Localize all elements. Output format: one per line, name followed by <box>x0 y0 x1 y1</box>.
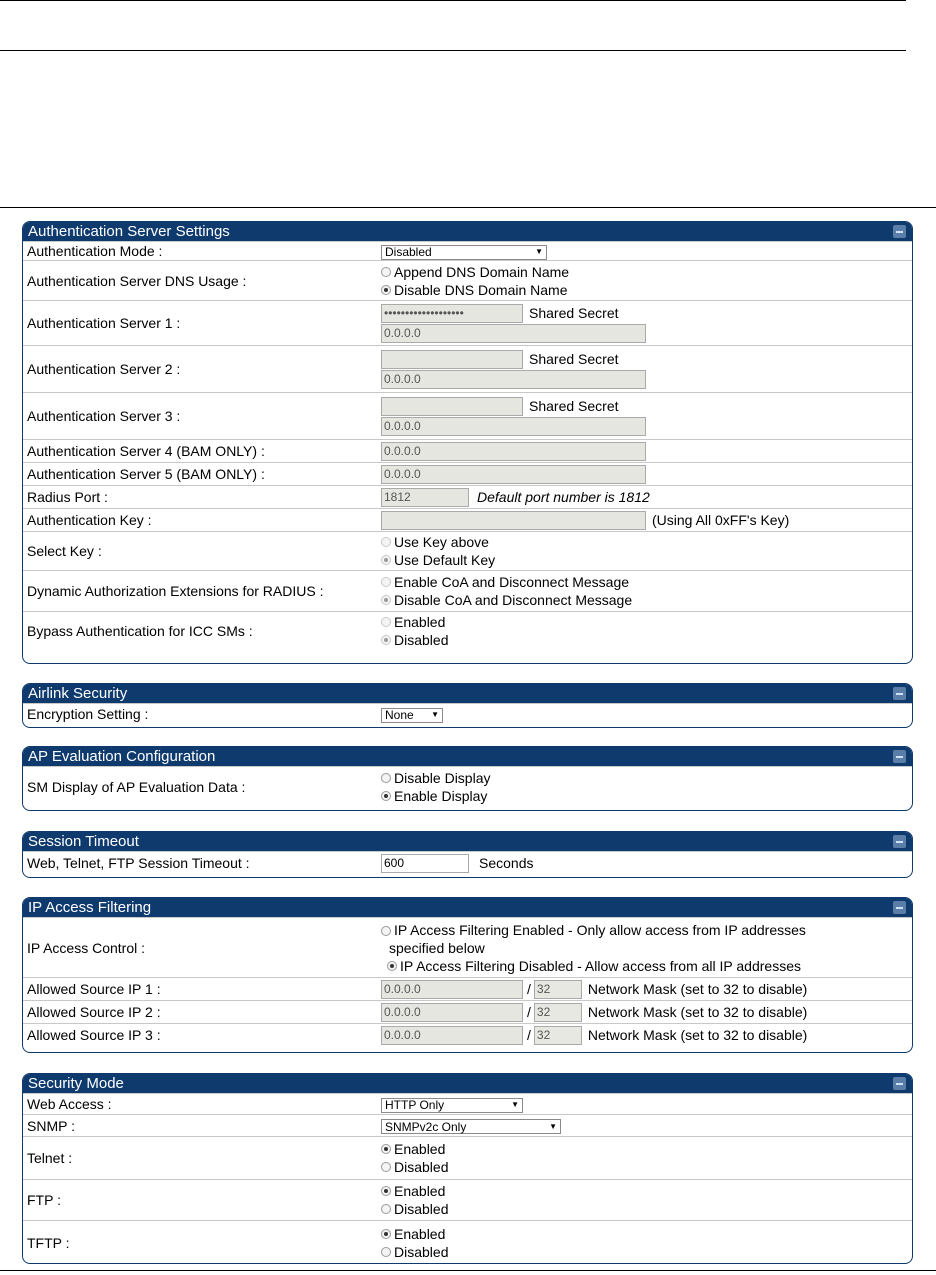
web-access-value: HTTP Only <box>385 1098 445 1112</box>
source-ip3-label: Allowed Source IP 3 : <box>27 1027 161 1043</box>
disable-coa-label: Disable CoA and Disconnect Message <box>394 592 633 608</box>
server3-row <box>23 392 912 439</box>
dyn-auth-row <box>23 570 912 611</box>
ip-filter-disabled-radio[interactable] <box>387 961 397 971</box>
server3-secret-input[interactable] <box>381 397 523 416</box>
chevron-down-icon: ▼ <box>511 1100 519 1109</box>
auth-server-panel <box>22 221 913 664</box>
web-access-label: Web Access : <box>27 1096 112 1112</box>
dns-usage-label: Authentication Server DNS Usage : <box>27 272 247 289</box>
source-ip2-note: Network Mask (set to 32 to disable) <box>587 1004 808 1020</box>
ip-filter-enabled-option <box>381 921 859 957</box>
server2-secret-label: Shared Secret <box>529 351 619 367</box>
session-timeout-title: Session Timeout <box>28 833 139 850</box>
bypass-disabled-label: Disabled <box>394 632 449 648</box>
collapse-icon[interactable] <box>893 1077 906 1090</box>
source-ip1-note: Network Mask (set to 32 to disable) <box>587 981 808 997</box>
encryption-label: Encryption Setting : <box>27 706 149 722</box>
ftp-disabled-label: Disabled <box>394 1201 449 1217</box>
telnet-disabled-radio[interactable] <box>381 1162 391 1172</box>
collapse-icon[interactable] <box>893 225 906 238</box>
tftp-row <box>23 1220 912 1264</box>
server1-ip-input[interactable]: 0.0.0.0 <box>381 324 646 343</box>
ip-filter-title: IP Access Filtering <box>28 899 152 916</box>
auth-key-input[interactable] <box>381 511 646 530</box>
dns-append-label: Append DNS Domain Name <box>394 263 570 280</box>
radius-port-row <box>23 485 912 508</box>
source-ip2-slash: / <box>527 1004 531 1020</box>
encryption-row <box>23 703 912 724</box>
source-ip2-input[interactable]: 0.0.0.0 <box>381 1003 523 1022</box>
airlink-title: Airlink Security <box>28 685 128 702</box>
web-access-row <box>23 1093 912 1114</box>
tftp-disabled-label: Disabled <box>394 1244 449 1260</box>
collapse-icon[interactable] <box>893 750 906 763</box>
security-mode-header <box>23 1074 912 1093</box>
ip-filter-disabled-label: IP Access Filtering Disabled - Allow access from all IP addresses <box>400 957 801 974</box>
source-ip3-mask[interactable]: 32 <box>534 1026 582 1045</box>
source-ip3-note: Network Mask (set to 32 to disable) <box>587 1027 808 1043</box>
session-timeout-unit: Seconds <box>479 855 534 871</box>
dns-append-radio[interactable] <box>381 267 391 277</box>
top-rule <box>0 0 906 1</box>
telnet-enabled-radio[interactable] <box>381 1144 391 1154</box>
use-key-above-label: Use Key above <box>394 534 489 550</box>
ip-control-row <box>23 917 912 977</box>
auth-mode-row <box>23 241 912 260</box>
source-ip2-label: Allowed Source IP 2 : <box>27 1004 161 1020</box>
use-default-key-label: Use Default Key <box>394 552 496 568</box>
use-key-above-radio[interactable] <box>381 537 391 547</box>
server2-label: Authentication Server 2 : <box>27 361 181 377</box>
session-timeout-header <box>23 832 912 851</box>
session-timeout-label: Web, Telnet, FTP Session Timeout : <box>27 855 250 871</box>
bypass-disabled-radio[interactable] <box>381 635 391 645</box>
source-ip2-row <box>23 1000 912 1023</box>
ftp-enabled-label: Enabled <box>394 1183 446 1199</box>
snmp-row <box>23 1114 912 1136</box>
content-top-rule <box>0 207 936 208</box>
bypass-label: Bypass Authentication for ICC SMs : <box>27 623 253 639</box>
source-ip1-input[interactable]: 0.0.0.0 <box>381 980 523 999</box>
session-timeout-input[interactable]: 600 <box>381 854 469 873</box>
source-ip1-slash: / <box>527 981 531 997</box>
collapse-icon[interactable] <box>893 901 906 914</box>
ip-filter-enabled-radio[interactable] <box>381 926 391 936</box>
ip-filter-enabled-label: IP Access Filtering Enabled - Only allow access from IP addresses specified below <box>389 921 806 956</box>
enable-coa-radio[interactable] <box>381 577 391 587</box>
server1-secret-label: Shared Secret <box>529 305 619 321</box>
server5-row <box>23 462 912 485</box>
dyn-auth-label: Dynamic Authorization Extensions for RADIUS : <box>27 583 324 599</box>
session-timeout-row <box>23 851 912 874</box>
radius-port-note: Default port number is 1812 <box>477 489 650 505</box>
server4-label: Authentication Server 4 (BAM ONLY) : <box>27 443 265 459</box>
auth-key-note: (Using All 0xFF's Key) <box>652 512 790 528</box>
snmp-select[interactable] <box>381 1119 561 1134</box>
ap-eval-row <box>23 766 912 807</box>
dns-disable-radio[interactable] <box>381 285 391 295</box>
telnet-label: Telnet : <box>27 1150 73 1166</box>
auth-key-row <box>23 508 912 531</box>
ip-control-label: IP Access Control : <box>27 939 146 956</box>
ftp-label: FTP : <box>27 1192 61 1208</box>
bottom-rule <box>0 1270 936 1271</box>
bypass-row <box>23 611 912 650</box>
collapse-icon[interactable] <box>893 835 906 848</box>
source-ip2-mask[interactable]: 32 <box>534 1003 582 1022</box>
auth-mode-value: Disabled <box>385 245 432 259</box>
airlink-panel <box>22 683 913 728</box>
server5-label: Authentication Server 5 (BAM ONLY) : <box>27 466 265 482</box>
select-key-label: Select Key : <box>27 543 102 559</box>
chevron-down-icon: ▼ <box>549 1121 557 1131</box>
select-key-row <box>23 531 912 570</box>
source-ip3-input[interactable]: 0.0.0.0 <box>381 1026 523 1045</box>
chevron-down-icon: ▼ <box>431 710 439 719</box>
source-ip3-slash: / <box>527 1027 531 1043</box>
ftp-disabled-radio[interactable] <box>381 1204 391 1214</box>
tftp-label: TFTP : <box>27 1235 70 1251</box>
telnet-disabled-label: Disabled <box>394 1159 449 1175</box>
server3-label: Authentication Server 3 : <box>27 408 181 424</box>
radius-port-input[interactable]: 1812 <box>381 488 469 507</box>
server1-row <box>23 300 912 345</box>
ap-eval-label: SM Display of AP Evaluation Data : <box>27 779 246 795</box>
radius-port-label: Radius Port : <box>27 489 108 505</box>
auth-key-label: Authentication Key : <box>27 512 152 528</box>
auth-mode-label: Authentication Mode : <box>27 243 163 259</box>
disable-display-radio[interactable] <box>381 773 391 783</box>
source-ip1-mask[interactable]: 32 <box>534 980 582 999</box>
telnet-enabled-label: Enabled <box>394 1141 446 1157</box>
ap-eval-header <box>23 747 912 766</box>
server3-ip-input[interactable]: 0.0.0.0 <box>381 417 646 436</box>
snmp-value: SNMPv2c Only <box>385 1119 467 1134</box>
tftp-disabled-radio[interactable] <box>381 1247 391 1257</box>
tftp-enabled-label: Enabled <box>394 1226 446 1242</box>
bypass-enabled-label: Enabled <box>394 614 446 630</box>
telnet-row <box>23 1136 912 1179</box>
encryption-value: None <box>385 708 414 722</box>
server3-secret-label: Shared Secret <box>529 398 619 414</box>
ftp-row <box>23 1179 912 1220</box>
web-access-select[interactable] <box>381 1098 523 1113</box>
collapse-icon[interactable] <box>893 687 906 700</box>
tftp-enabled-radio[interactable] <box>381 1229 391 1239</box>
disable-coa-radio[interactable] <box>381 595 391 605</box>
security-mode-panel <box>22 1073 913 1264</box>
source-ip1-label: Allowed Source IP 1 : <box>27 981 161 997</box>
enable-display-radio[interactable] <box>381 791 391 801</box>
auth-server-title: Authentication Server Settings <box>28 223 230 240</box>
ip-filter-panel <box>22 897 913 1053</box>
auth-server-header <box>23 222 912 241</box>
ap-eval-panel <box>22 746 913 811</box>
security-mode-title: Security Mode <box>28 1075 124 1092</box>
dns-usage-row <box>23 260 912 300</box>
disable-display-label: Disable Display <box>394 770 491 786</box>
enable-coa-label: Enable CoA and Disconnect Message <box>394 574 630 590</box>
ip-filter-header <box>23 898 912 917</box>
encryption-select[interactable] <box>381 708 443 723</box>
use-default-key-radio[interactable] <box>381 555 391 565</box>
server1-secret-input[interactable]: ••••••••••••••••••• <box>381 304 523 323</box>
server5-ip-input[interactable]: 0.0.0.0 <box>381 465 646 484</box>
server4-row <box>23 439 912 462</box>
session-timeout-panel <box>22 831 913 878</box>
server1-label: Authentication Server 1 : <box>27 315 181 331</box>
snmp-label: SNMP : <box>27 1117 75 1134</box>
chevron-down-icon: ▼ <box>535 247 543 256</box>
header-rule <box>0 50 906 51</box>
server2-ip-input[interactable]: 0.0.0.0 <box>381 370 646 389</box>
enable-display-label: Enable Display <box>394 788 488 804</box>
bypass-enabled-radio[interactable] <box>381 617 391 627</box>
server2-row <box>23 345 912 392</box>
ftp-enabled-radio[interactable] <box>381 1186 391 1196</box>
source-ip3-row <box>23 1023 912 1046</box>
server2-secret-input[interactable] <box>381 350 523 369</box>
auth-mode-select[interactable] <box>381 245 547 260</box>
airlink-header <box>23 684 912 703</box>
source-ip1-row <box>23 977 912 1000</box>
ap-eval-title: AP Evaluation Configuration <box>28 748 216 765</box>
server4-ip-input[interactable]: 0.0.0.0 <box>381 442 646 461</box>
dns-disable-label: Disable DNS Domain Name <box>394 281 568 298</box>
